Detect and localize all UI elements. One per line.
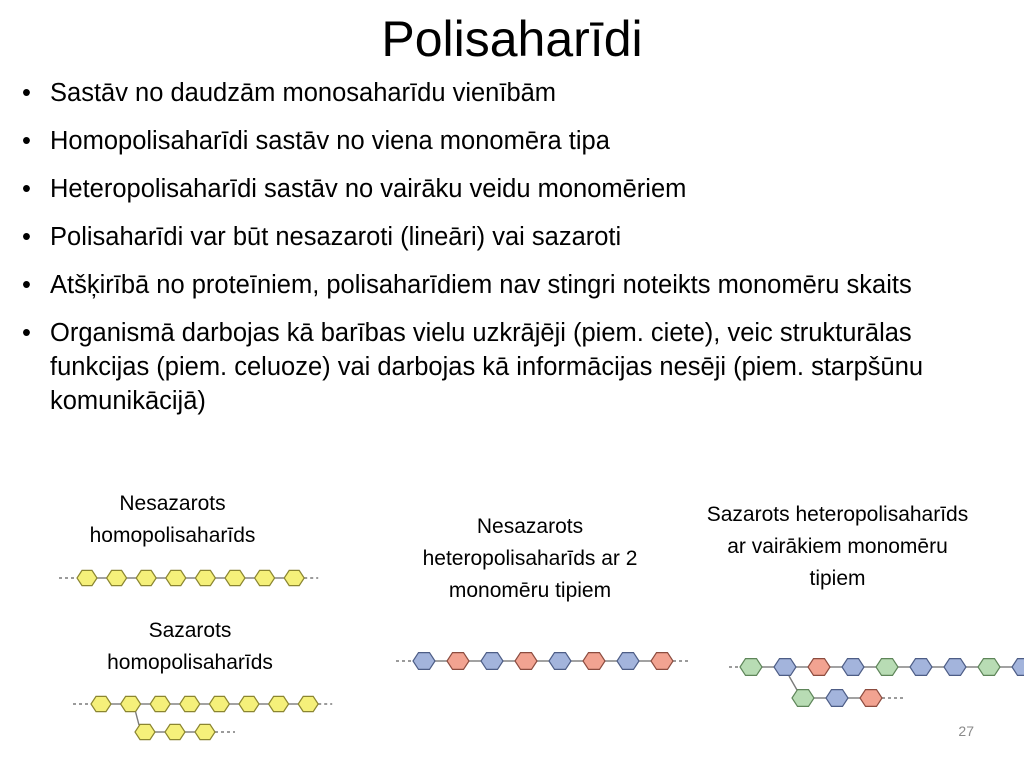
blue-monomer-icon <box>774 659 796 676</box>
yellow-monomer-icon <box>195 724 215 739</box>
bullet-text: Atšķirībā no proteīniem, polisaharīdiem nav stingri noteikts monomēru skaits <box>50 271 912 299</box>
bullet-text: Heteropolisaharīdi sastāv no vairāku veidu monomēriem <box>50 175 687 203</box>
yellow-monomer-icon <box>135 724 155 739</box>
page-number: 27 <box>958 723 974 739</box>
bullet-glyph: • <box>22 175 31 203</box>
slide-title: Polisaharīdi <box>381 11 643 67</box>
yellow-monomer-icon <box>284 570 304 585</box>
red-monomer-icon <box>860 690 882 707</box>
bullet-glyph: • <box>22 223 31 251</box>
yellow-monomer-icon <box>195 570 215 585</box>
diagram-linear-heteropolysaccharide <box>396 653 691 670</box>
bullet-text: Homopolisaharīdi sastāv no viena monomēra tipa <box>50 127 610 155</box>
yellow-monomer-icon <box>136 570 156 585</box>
yellow-monomer-icon <box>165 724 185 739</box>
blue-monomer-icon <box>617 653 639 670</box>
bullet-text: Organismā darbojas kā barības vielu uzkrājēji (piem. ciete), veic strukturālas funkcijas (piem. celuoze) vai darbojas kā informācijas nesēji (piem. starpšūnu komunikācijā) <box>50 319 924 415</box>
red-monomer-icon <box>651 653 673 670</box>
yellow-monomer-icon <box>180 696 200 711</box>
bullet-text: Polisaharīdi var būt nesazaroti (lineāri) vai sazaroti <box>50 223 622 251</box>
blue-monomer-icon <box>1012 659 1024 676</box>
red-monomer-icon <box>583 653 605 670</box>
yellow-monomer-icon <box>150 696 170 711</box>
blue-monomer-icon <box>842 659 864 676</box>
yellow-monomer-icon <box>121 696 141 711</box>
yellow-monomer-icon <box>166 570 186 585</box>
green-monomer-icon <box>792 690 814 707</box>
bullet-glyph: • <box>22 271 31 299</box>
blue-monomer-icon <box>549 653 571 670</box>
yellow-monomer-icon <box>107 570 127 585</box>
blue-monomer-icon <box>481 653 503 670</box>
green-monomer-icon <box>978 659 1000 676</box>
bullet-glyph: • <box>22 79 31 107</box>
green-monomer-icon <box>876 659 898 676</box>
red-monomer-icon <box>515 653 537 670</box>
diagram-branched-heteropolysaccharide <box>729 659 1024 707</box>
yellow-monomer-icon <box>239 696 259 711</box>
yellow-monomer-icon <box>298 696 318 711</box>
caption-linear-heteropolysaccharide: Nesazarots heteropolisaharīds ar 2 monomēru tipiem <box>422 515 638 602</box>
bullet-text: Sastāv no daudzām monosaharīdu vienībām <box>50 79 557 107</box>
blue-monomer-icon <box>413 653 435 670</box>
blue-monomer-icon <box>944 659 966 676</box>
bullet-glyph: • <box>22 319 31 347</box>
yellow-monomer-icon <box>225 570 245 585</box>
yellow-monomer-icon <box>255 570 275 585</box>
red-monomer-icon <box>808 659 830 676</box>
caption-linear-homopolysaccharide: Nesazarots homopolisaharīds <box>89 492 256 547</box>
caption-branched-homopolysaccharide: Sazarots homopolisaharīds <box>107 619 273 674</box>
green-monomer-icon <box>740 659 762 676</box>
branch-bond <box>136 712 139 725</box>
diagram-branched-homopolysaccharide <box>73 696 332 739</box>
bullet-glyph: • <box>22 127 31 155</box>
yellow-monomer-icon <box>77 570 97 585</box>
yellow-monomer-icon <box>91 696 111 711</box>
branch-bond <box>789 676 797 690</box>
blue-monomer-icon <box>826 690 848 707</box>
blue-monomer-icon <box>910 659 932 676</box>
diagram-linear-homopolysaccharide <box>59 570 318 585</box>
caption-branched-heteropolysaccharide: Sazarots heteropolisaharīds ar vairākiem monomēru tipiem <box>706 503 969 590</box>
red-monomer-icon <box>447 653 469 670</box>
yellow-monomer-icon <box>269 696 289 711</box>
yellow-monomer-icon <box>209 696 229 711</box>
